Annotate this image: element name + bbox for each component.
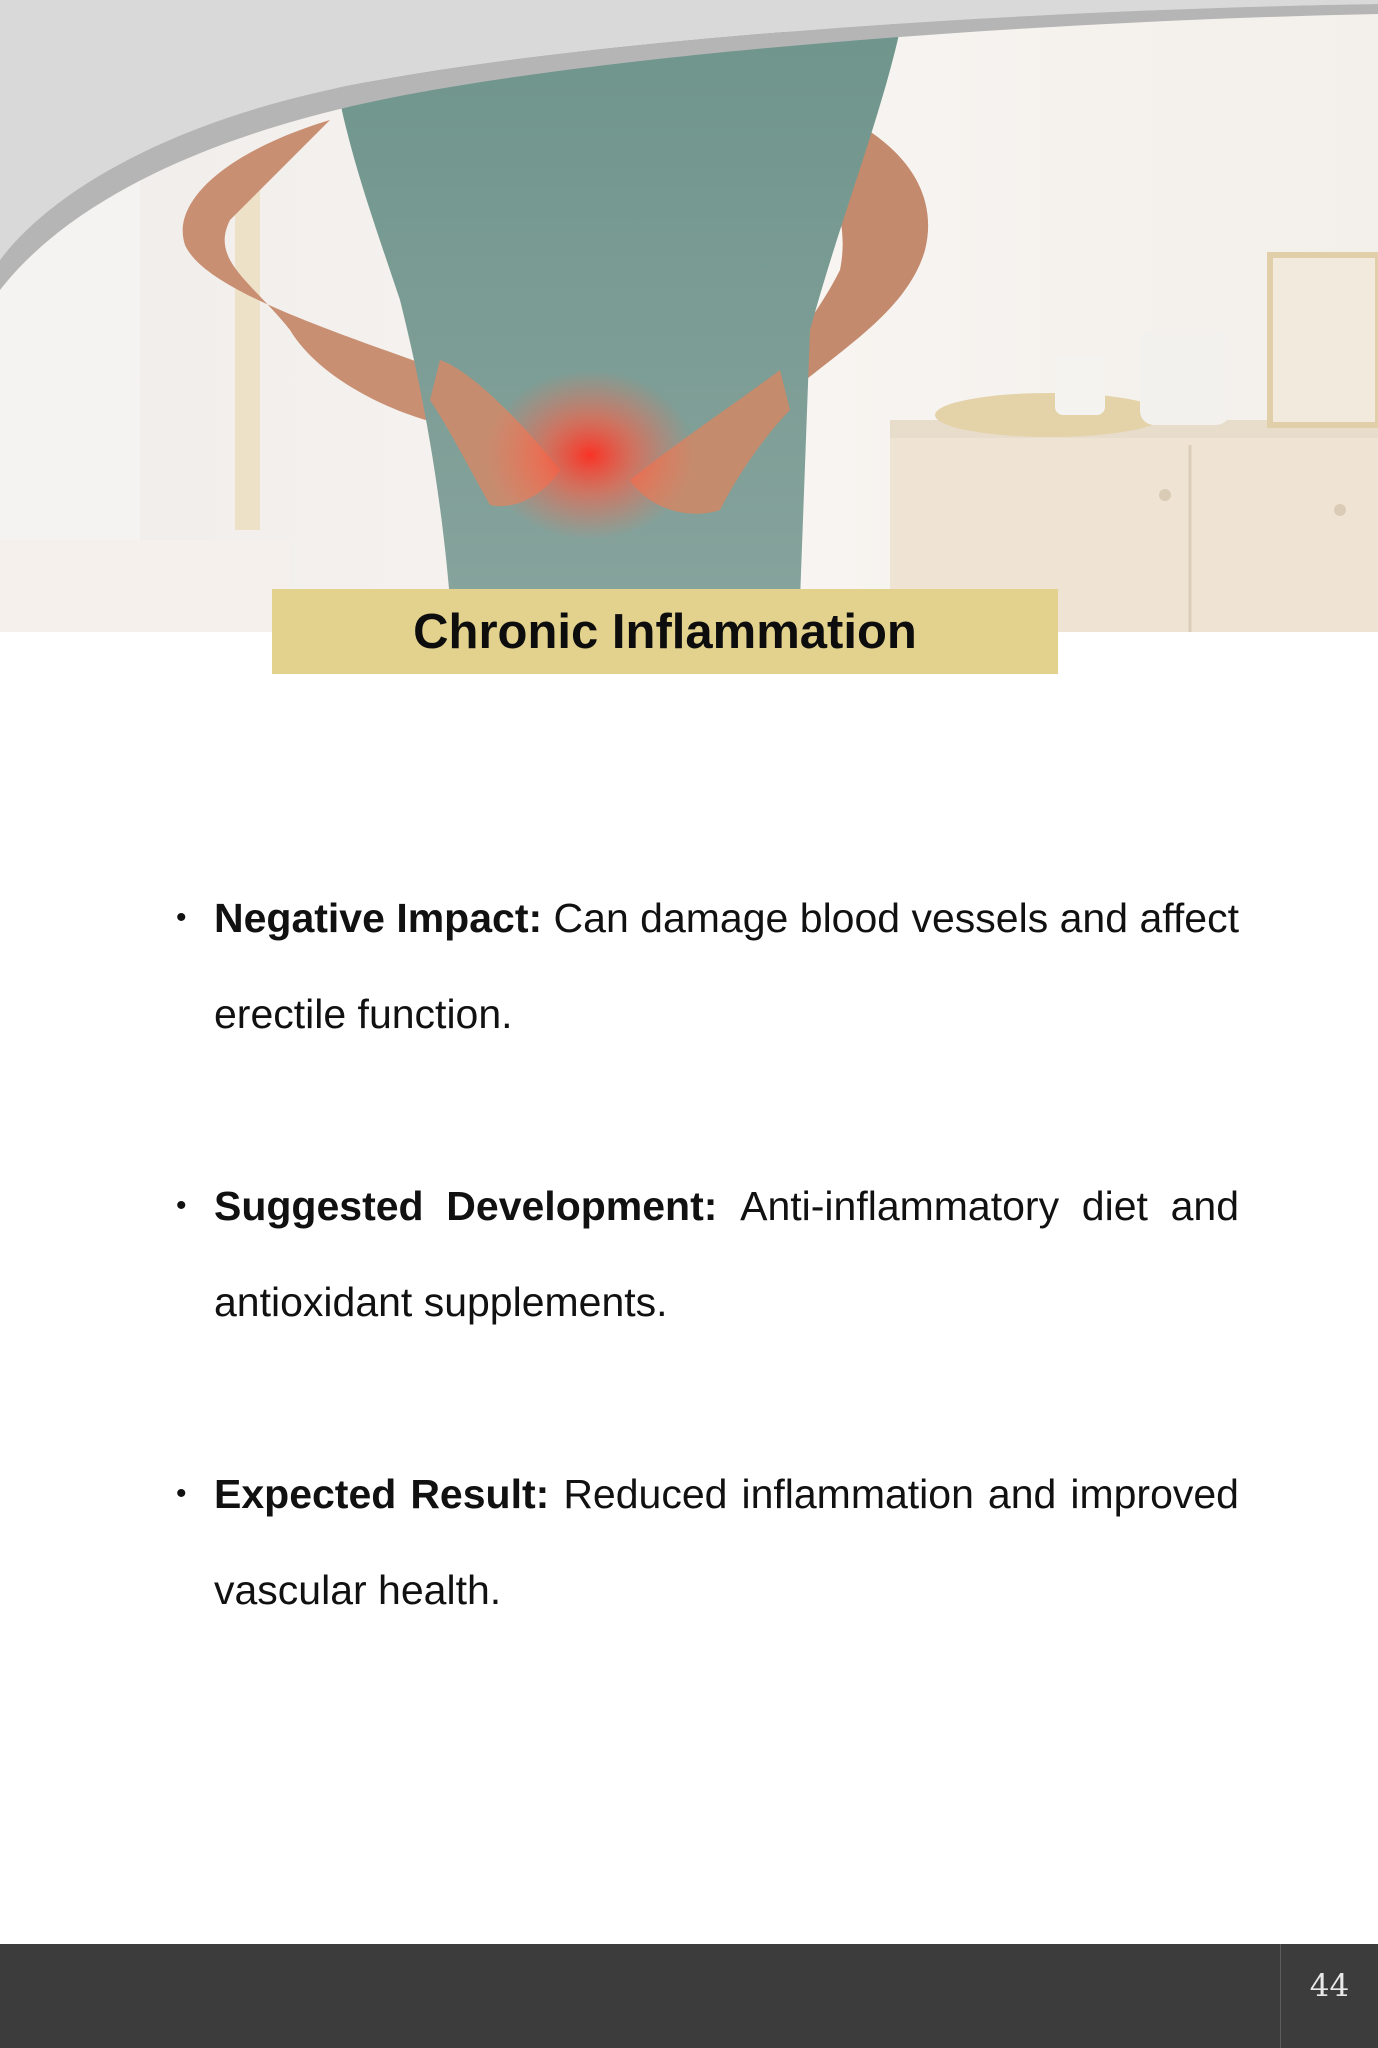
hero-photo	[0, 0, 1378, 632]
picture-frame	[1270, 255, 1378, 425]
bullet-list	[176, 870, 1239, 1734]
pain-glow	[485, 370, 695, 540]
wicker-tray	[935, 393, 1165, 437]
jar	[1140, 330, 1230, 425]
page-footer	[0, 1944, 1378, 2048]
bullet-text: Anti-inflammatory diet and antioxidant supplements.	[214, 1183, 1239, 1325]
lamp-stand	[235, 180, 260, 530]
list-item	[176, 1158, 1239, 1350]
list-item	[176, 870, 1239, 1062]
bullet-label: Negative Impact:	[214, 895, 554, 941]
bullet-text: Can damage blood vessels and affect erectile function.	[214, 895, 1239, 1037]
bullet-label: Expected Result:	[214, 1471, 564, 1517]
bullet-label: Suggested Development:	[214, 1183, 741, 1229]
title-banner	[272, 589, 1058, 674]
bullet-text: Reduced inflammation and improved vascular health.	[214, 1471, 1239, 1613]
bed	[0, 540, 290, 632]
page-number: 44	[1280, 1944, 1378, 2048]
page-title: Chronic Inflammation	[413, 604, 917, 659]
back-pain-illustration	[0, 0, 1378, 632]
list-item	[176, 1446, 1239, 1638]
